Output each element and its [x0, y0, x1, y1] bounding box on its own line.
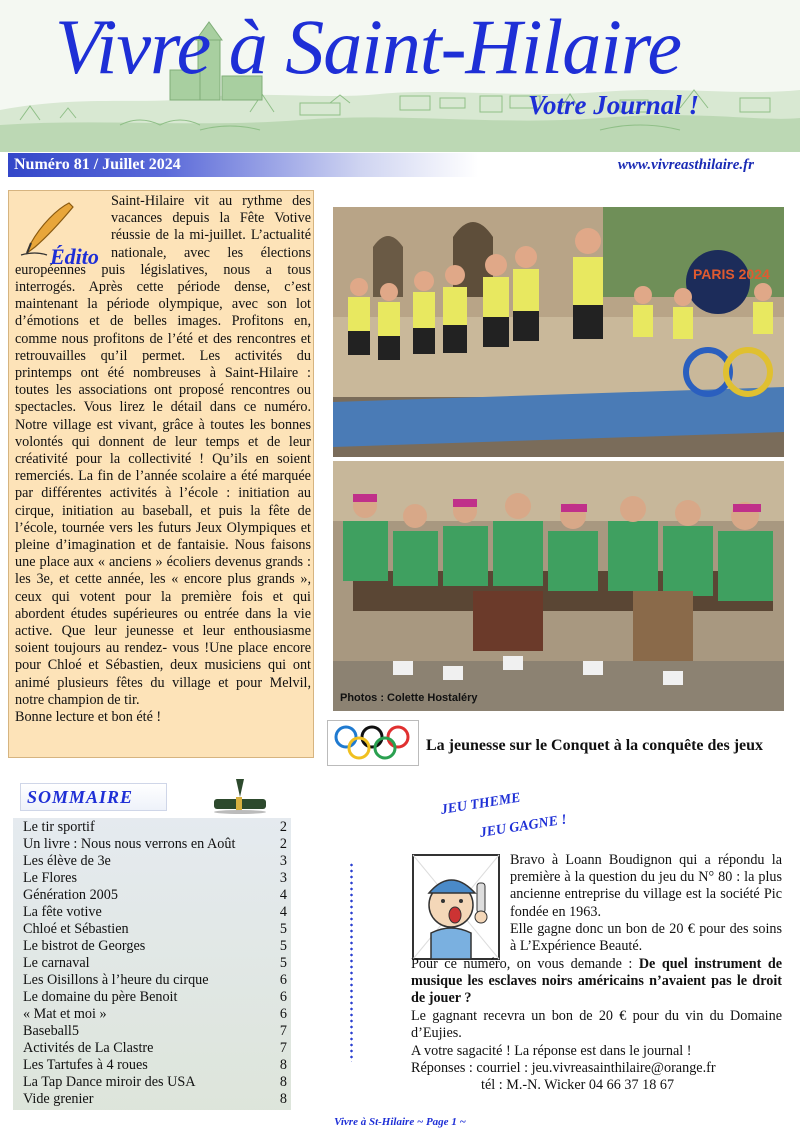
- jeu-title-line2: JEU GAGNE !: [478, 812, 568, 841]
- jeu-hint: A votre sagacité ! La réponse est dans le journal !: [411, 1043, 692, 1059]
- sommaire-item-label: Génération 2005: [23, 887, 118, 903]
- sommaire-item-label: Vide grenier: [23, 1091, 94, 1107]
- dotted-separator: [350, 862, 353, 1062]
- sommaire-item-label: Le carnaval: [23, 955, 90, 971]
- photo-gymnastics-show: [333, 207, 784, 457]
- sommaire-item-page: 8: [279, 1057, 287, 1073]
- sommaire-item-label: La Tap Dance miroir des USA: [23, 1074, 196, 1090]
- page-footer: Vivre à St-Hilaire ~ Page 1 ~: [334, 1116, 466, 1128]
- sommaire-item-label: Les Oisillons à l’heure du cirque: [23, 972, 209, 988]
- sommaire-item[interactable]: [23, 989, 287, 1006]
- sommaire-item[interactable]: [23, 1057, 287, 1074]
- sommaire-item-label: « Mat et moi »: [23, 1006, 107, 1022]
- jeu-phone-answer: tél : M.-N. Wicker 04 66 37 18 67: [481, 1077, 675, 1093]
- jeu-prize-text: Elle gagne donc un bon de 20 € pour des soins à L’Expérience Beauté.: [510, 921, 782, 955]
- sommaire-title: SOMMAIRE: [27, 787, 134, 807]
- sommaire-item-label: Le bistrot de Georges: [23, 938, 146, 954]
- sommaire-item-label: Un livre : Nous nous verrons en Août: [23, 836, 236, 852]
- sommaire-item-label: Activités de La Clastre: [23, 1040, 154, 1056]
- jeu-next-prize: Le gagnant recevra un bon de 20 € pour du vin du Domaine d’Eujies.: [411, 1008, 782, 1042]
- sommaire-item-page: 5: [279, 921, 287, 937]
- masthead: [0, 0, 800, 152]
- edito-label: Édito: [50, 244, 99, 269]
- sommaire-item[interactable]: [23, 819, 287, 836]
- olympic-rings-logo: [327, 720, 419, 766]
- jeu-title-line1: JEU THEME: [439, 790, 522, 818]
- sommaire-item-page: 3: [279, 870, 287, 886]
- sommaire-item-label: Les Tartufes à 4 roues: [23, 1057, 148, 1073]
- sommaire-item-page: 8: [279, 1091, 287, 1107]
- photo-caption: La jeunesse sur le Conquet à la conquête des jeux: [426, 737, 764, 754]
- jeu-question-intro: Pour ce numéro, on vous demande :: [411, 956, 639, 972]
- sommaire-list: [13, 818, 291, 1110]
- sommaire-item-label: Le domaine du père Benoit: [23, 989, 178, 1005]
- sommaire-item[interactable]: [23, 870, 287, 887]
- sommaire-item-page: 4: [279, 904, 287, 920]
- sommaire-item[interactable]: [23, 887, 287, 904]
- photo-credit: Photos : Colette Hostaléry: [340, 692, 478, 704]
- sommaire-item-page: 6: [279, 972, 287, 988]
- sommaire-item[interactable]: [23, 938, 287, 955]
- sommaire-item[interactable]: [23, 1074, 287, 1091]
- newspaper-title: Vivre à Saint-Hilaire: [55, 3, 681, 90]
- sommaire-item-label: Chloé et Sébastien: [23, 921, 129, 937]
- issue-bar: [8, 153, 792, 177]
- jeu-email-answer: Réponses : courriel : jeu.vivreasainthilaire@orange.fr: [411, 1060, 716, 1076]
- sommaire-item-page: 2: [279, 819, 287, 835]
- photo-children-costumes: [333, 461, 784, 711]
- sommaire-item-label: Le tir sportif: [23, 819, 95, 835]
- sommaire-item-label: Baseball5: [23, 1023, 79, 1039]
- jeu-question: [411, 956, 782, 1008]
- sommaire-item-label: La fête votive: [23, 904, 102, 920]
- sommaire-item[interactable]: [23, 904, 287, 921]
- website-link[interactable]: www.vivreasthilaire.fr: [617, 157, 754, 173]
- sommaire-item-page: 4: [279, 887, 287, 903]
- sommaire-item-page: 5: [279, 938, 287, 954]
- edito-body: Saint-Hilaire vit au rythme des vacances depuis la Fête Votive réussie de la mi-juillet. L’actualité nationale, avec les élections européennes puis législatives, nous a tous interrogés. Après cette période dense, c’est maintenant la période olympique, avec son lot d’émotions et de belles images. Profitons en, comme nous profitons de l’été et des rencontres et retrouvailles qu’il permet. Les activités du printemps ont été nombreuses à Saint-Hilaire : toutes les associations ont proposé rencontres ou spectacles. Vous lirez le détail dans ce numéro. Notre village est vivant, grâce à toutes les bonnes volontés qui donnent de leur temps et de leur créativité pour la collectivité ! Qu’ils en soient remerciés. La fin de l’année scolaire a été marquée par différentes activités à l’école : initiation au cirque, initiation au baseball, et puis la fête de l’école, tournée vers les futurs Jeux Olympiques et pleine d’imagination et de fantaisie. Nous faisons une place aux « anciens » écoliers devenus grands : les 3e, et cette année, les « encore plus grands », ceux qui votent pour la première fois et qui abordent études supérieures ou entrée dans la vie active. Que leur jeunesse et leur enthousiasme soient toujours au rendez- vous !Une place encore pour Chloé et Sébastien, deux musiciens qui ont animé plusieurs fêtes du village et pour Melvil, notre champion de tir.: [15, 193, 311, 708]
- sommaire-item-page: 3: [279, 853, 287, 869]
- sommaire-item-page: 7: [279, 1040, 287, 1056]
- sommaire-item-page: 6: [279, 989, 287, 1005]
- sommaire-item-label: Les élève de 3e: [23, 853, 111, 869]
- sommaire-item[interactable]: [23, 836, 287, 853]
- sommaire-item[interactable]: [23, 955, 287, 972]
- issue-number: Numéro 81 / Juillet 2024: [14, 156, 181, 173]
- jeu-winner-text: Bravo à Loann Boudignon qui a répondu la première à la question du jeu du N° 80 : la plus ancienne entreprise du village est la société Pic fondée en 1963.: [510, 852, 782, 920]
- sommaire-item-label: Le Flores: [23, 870, 77, 886]
- sommaire-item[interactable]: [23, 921, 287, 938]
- sommaire-header: [20, 783, 167, 811]
- sommaire-item[interactable]: [23, 972, 287, 989]
- sommaire-item-page: 2: [279, 836, 287, 852]
- quiz-boy-illustration: [411, 853, 501, 961]
- sommaire-item[interactable]: [23, 1023, 287, 1040]
- edito-box: [8, 190, 314, 758]
- edito-text: [9, 193, 315, 726]
- sommaire-item-page: 5: [279, 955, 287, 971]
- olympic-rings-icon: [328, 721, 418, 765]
- sommaire-item-page: 8: [279, 1074, 287, 1090]
- sommaire-item[interactable]: [23, 1091, 287, 1108]
- paris-2024-banner: PARIS 2024: [693, 266, 770, 282]
- jeu-question-bold: De quel instrument de musique les esclaves noirs américains n’avaient pas le droit de jouer ?: [411, 956, 783, 1007]
- sommaire-item-page: 7: [279, 1023, 287, 1039]
- sommaire-item[interactable]: [23, 853, 287, 870]
- sommaire-item-page: 6: [279, 1006, 287, 1022]
- newspaper-subtitle: Votre Journal !: [528, 90, 700, 120]
- fountain-pen-icon: [210, 775, 270, 815]
- sommaire-item[interactable]: [23, 1040, 287, 1057]
- edito-closing: Bonne lecture et bon été !: [15, 709, 162, 726]
- sommaire-item[interactable]: [23, 1006, 287, 1023]
